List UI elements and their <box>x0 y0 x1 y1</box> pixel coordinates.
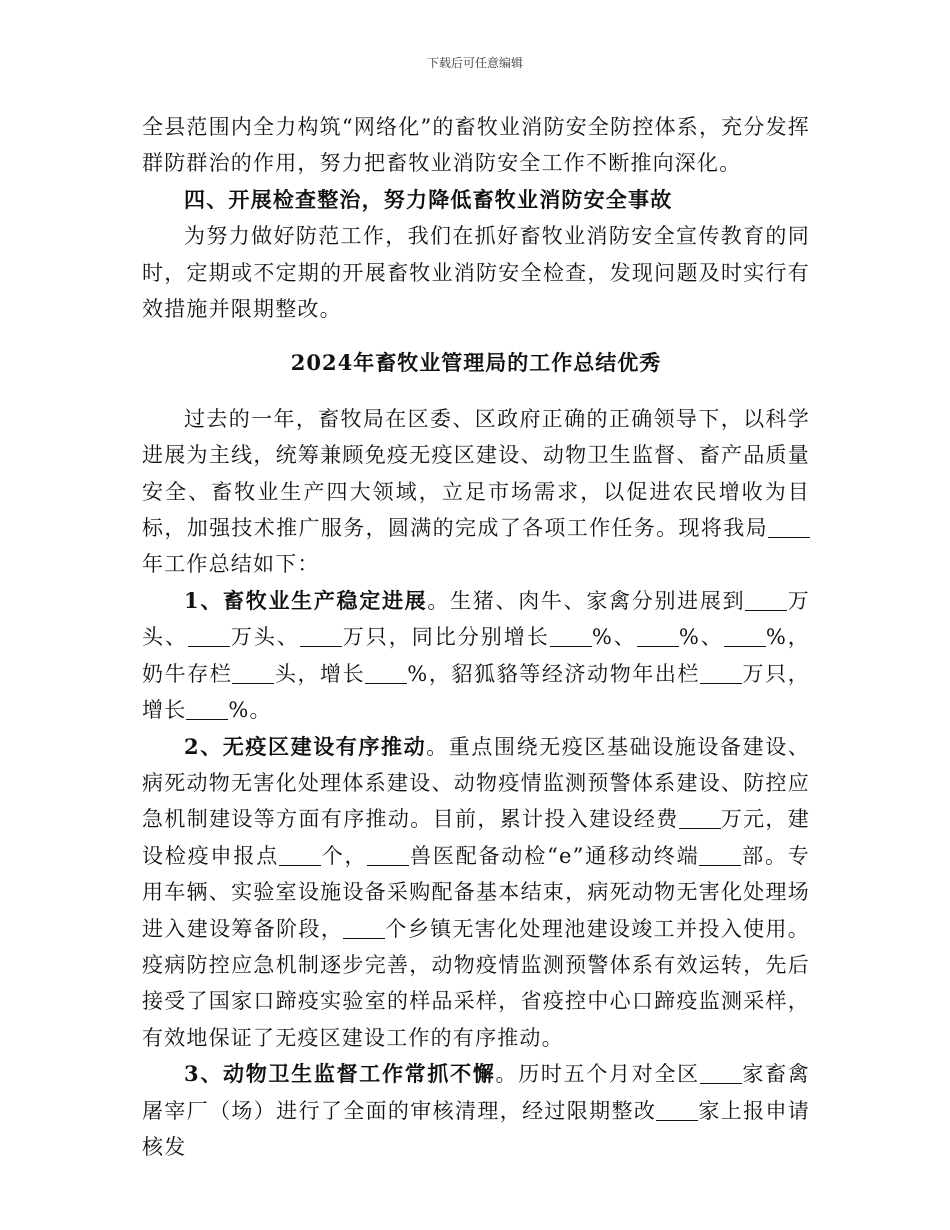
item-1-text: 万头、 <box>230 625 300 650</box>
fill-blank <box>700 662 742 684</box>
page-header-note: 下载后可任意编辑 <box>426 56 523 70</box>
fill-blank <box>279 844 321 866</box>
fill-blank <box>679 807 721 829</box>
item-1-text: 头，增长 <box>274 661 366 686</box>
item-1-text: %、 <box>678 625 724 650</box>
item-1-text: 万只，同比分别增长 <box>341 625 550 650</box>
item-1-lead: 1、畜牧业生产稳定进展 <box>184 587 428 613</box>
fill-blank <box>367 844 409 866</box>
item-2-lead: 2、无疫区建设有序推动 <box>184 733 427 759</box>
intro-text-a: 过去的一年，畜牧局在区委、区政府正确的正确领导下，以科学进展为主线，统筹兼顾免疫无疫区建设、动物卫生监督、畜产品质量安全、畜牧业生产四大领域，立足市场需求，以促进农民增收为目标，加强技术推广服务，圆满的完成了各项工作任务。现将我局 <box>142 406 810 541</box>
fill-blank <box>232 662 274 684</box>
paragraph-section-four: 为努力做好防范工作，我们在抓好畜牧业消防安全宣传教育的同时，定期或不定期的开展畜牧业消防安全检查，发现问题及时实行有效措施并限期整改。 <box>142 224 810 322</box>
fill-blank <box>186 698 228 720</box>
item-2-text: 个， <box>321 843 368 868</box>
item-1-text: %、 <box>591 625 637 650</box>
fill-blank <box>365 662 407 684</box>
item-1-text: %，奶牛存栏 <box>142 625 810 686</box>
paragraph-item-3 <box>142 1056 810 1165</box>
fill-blank <box>188 625 230 647</box>
document-body <box>142 109 810 1165</box>
item-1-text: %，貂狐貉等经济动物年出栏 <box>407 661 701 686</box>
fill-blank <box>637 625 679 647</box>
item-3-text: 家畜禽屠宰厂（场）进行了全面的审核清理，经过限期整改 <box>142 1062 810 1123</box>
fill-blank <box>700 1062 742 1084</box>
fill-blank <box>656 1099 698 1121</box>
paragraph-continued: 全县范围内全力构筑“网络化”的畜牧业消防安全防控体系，充分发挥群防群治的作用，努力把畜牧业消防安全工作不断推向深化。 <box>142 115 810 176</box>
item-2-text: 万元，建设检疫申报点 <box>142 807 810 868</box>
item-2-text: 部。专用车辆、实验室设施设备采购配备基本结束，病死动物无害化处理场进入建设筹备阶段， <box>142 843 810 941</box>
item-3-lead: 3、动物卫生监督工作常抓不懈 <box>184 1061 496 1087</box>
paragraph-intro <box>142 401 810 583</box>
fill-blank <box>724 625 766 647</box>
item-1-text: 万头、 <box>142 588 811 650</box>
item-2-text: 。重点围绕无疫区基础设施设备建设、病死动物无害化处理体系建设、动物疫情监测预警体系建设、防控应急机制建设等方面有序推动。目前，累计投入建设经费 <box>142 734 810 832</box>
item-2-text: 个乡镇无害化处理池建设竣工并投入使用。疫病防控应急机制逐步完善，动物疫情监测预警体系有效运转，先后接受了国家口蹄疫实验室的样品采样，省疫控中心口蹄疫监测采样，有效地保证了无疫区建设工作的有序推动。 <box>142 916 810 1050</box>
fill-blank <box>768 516 810 538</box>
item-1-text: 万只，增长 <box>142 661 810 723</box>
fill-blank <box>550 625 592 647</box>
section-heading-four: 四、开展检查整治，努力降低畜牧业消防安全事故 <box>184 186 673 212</box>
item-2-text: 兽医配备动检“e”通移动终端 <box>409 843 700 868</box>
paragraph-item-1 <box>142 583 810 729</box>
fill-blank <box>343 917 385 939</box>
fill-blank <box>745 589 787 611</box>
item-3-text: 。历时五个月对全区 <box>495 1062 700 1087</box>
document-title: 2024年畜牧业管理局的工作总结优秀 <box>290 350 662 376</box>
item-1-text: %。 <box>228 698 272 723</box>
item-1-text: 。生猪、肉牛、家禽分别进展到 <box>427 588 746 613</box>
paragraph-item-2 <box>142 729 810 1057</box>
item-3-text: 家上报申请核发 <box>142 1098 811 1159</box>
fill-blank <box>699 844 741 866</box>
intro-text-b: 年工作总结如下： <box>142 552 320 577</box>
fill-blank <box>300 625 342 647</box>
